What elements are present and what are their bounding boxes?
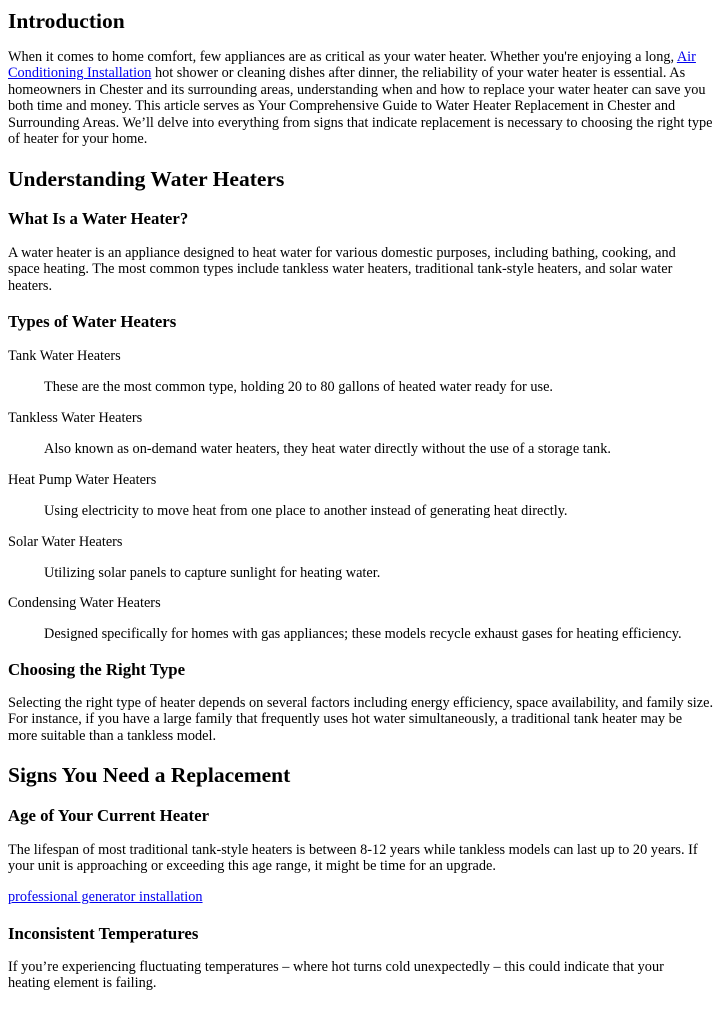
type-desc-solar: Utilizing solar panels to capture sunlight for heating water. — [44, 565, 381, 581]
intro-text-before-link: When it comes to home comfort, few appliances are as critical as your water heater. Whether you're enjoying a long, — [8, 49, 677, 65]
what-is-paragraph: A water heater is an appliance designed to heat water for various domestic purposes, including bathing, cooking, and space heating. The most common types include tankless water heaters, traditional tank-style heaters, and solar water heaters. — [8, 245, 676, 294]
inconsistent-paragraph: If you’re experiencing fluctuating temperatures – where hot turns cold unexpectedly – this could indicate that your heating element is failing. — [8, 959, 664, 992]
type-term-solar: Solar Water Heaters — [8, 534, 123, 550]
subheading-inconsistent-temperatures: Inconsistent Temperatures — [8, 924, 199, 943]
choosing-paragraph: Selecting the right type of heater depends on several factors including energy efficiency, space availability, and family size. For instance, if you have a large family that frequently uses hot water simultaneously, a traditional tank heater may be more suitable than a tankless model. — [8, 695, 714, 744]
type-desc-heat-pump: Using electricity to move heat from one place to another instead of generating heat directly. — [44, 503, 568, 519]
intro-paragraph — [8, 49, 714, 147]
section-heading-introduction: Introduction — [8, 9, 125, 33]
age-paragraph: The lifespan of most traditional tank-style heaters is between 8-12 years while tankless models can last up to 20 years. If your unit is approaching or exceeding this age range, it might be time for an upgrade. — [8, 842, 698, 875]
air-conditioning-installation-link[interactable]: Air Conditioning Installation — [8, 49, 696, 82]
subheading-types: Types of Water Heaters — [8, 312, 177, 331]
type-term-heat-pump: Heat Pump Water Heaters — [8, 472, 157, 488]
section-heading-understanding: Understanding Water Heaters — [8, 167, 285, 191]
section-heading-signs: Signs You Need a Replacement — [8, 763, 291, 787]
type-desc-condensing: Designed specifically for homes with gas appliances; these models recycle exhaust gases for heating efficiency. — [44, 626, 682, 642]
professional-generator-installation-link[interactable]: professional generator installation — [8, 889, 203, 905]
generator-link-paragraph — [8, 889, 203, 905]
subheading-choosing: Choosing the Right Type — [8, 660, 186, 679]
type-desc-tank: These are the most common type, holding 20 to 80 gallons of heated water ready for use. — [44, 379, 553, 395]
type-term-tankless: Tankless Water Heaters — [8, 410, 143, 426]
intro-text-after-link: hot shower or cleaning dishes after dinner, the reliability of your water heater is essential. As homeowners in Chester and its surrounding areas, understanding when and how to replace your water heater can save you both time and money. This article serves as Your Comprehensive Guide to Water Heater Replacement in Chester and Surrounding Areas. We’ll delve into everything from signs that indicate replacement is necessary to choosing the right type of heater for your home. — [8, 65, 713, 148]
subheading-age: Age of Your Current Heater — [8, 806, 210, 825]
type-term-condensing: Condensing Water Heaters — [8, 595, 161, 611]
type-term-tank: Tank Water Heaters — [8, 348, 121, 364]
type-desc-tankless: Also known as on-demand water heaters, they heat water directly without the use of a storage tank. — [44, 441, 611, 457]
subheading-what-is-water-heater: What Is a Water Heater? — [8, 209, 189, 228]
